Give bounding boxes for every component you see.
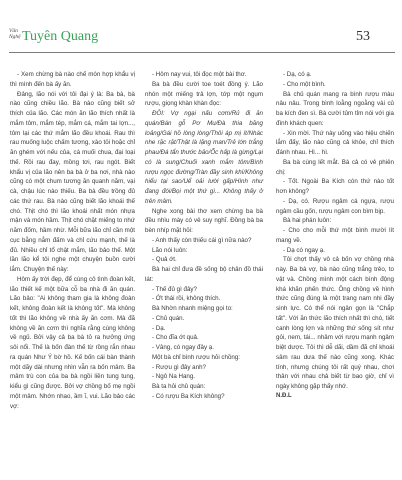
paragraph: - Có rượu Ba Kích không? (152, 392, 225, 400)
paragraph: - Cho cho mỗi thứ một bình mười lít mang về. (276, 227, 394, 244)
logo-van: Văn (9, 28, 18, 34)
logo-title: Tuyên Quang (22, 29, 99, 44)
paragraph: - Ớt thái rồi, không thích. (152, 295, 221, 303)
paragraph: - Hôm nay vui, tôi đọc một bài thơ. (152, 71, 247, 78)
poem-paragraph: ĐÔI: Vợ ngại nấu cơm/Rủ đi ăn quán/Bán gỗ Pơ Mu/Đà thia băng loảng/Gái hồ lòng lòng/Thôi áp mị ít/Nhác nhe rặc rặt/Thật là lặng man/Trẻ lớn trắng phau/Đá tẩn thước bảo/Ốc hấp là gừng/Lại có là sung/Chuối xanh mắm tôm/Bình rượu ngọc đường/Tràn đầy sinh khí/Không hiểu tại sao/Uể oải lười gấp/Hình như đang đói/Bọi một thứ gì... Không thấy ở trên mâm. (145, 110, 263, 205)
paragraph: Bà ta hỏi chủ quán: (152, 383, 206, 390)
column-1 (10, 70, 135, 411)
paragraph: - Xem chừng bà nào chế món hợp khẩu vị thì mình đến bà ấy ăn. (10, 71, 135, 88)
paragraph: - Dạ có ngay ạ. (283, 246, 325, 254)
page-header (0, 0, 402, 48)
paragraph: - Thế đủ gì đây? (152, 285, 197, 293)
paragraph: Nghe xong bài thơ xem chừng ba bà đều nhìu mày có vẻ suy nghĩ. Đồng bà ba bèn nhíp mặt hỏi: (145, 207, 263, 234)
paragraph: - Quả ớt. (152, 256, 177, 264)
paragraph: Bà Nhờn nhanh miệng gọi to: (152, 305, 233, 312)
paragraph: Bà hai chỉ đưa đề sống bộ chân đồ thái lát: (145, 266, 263, 283)
paragraph: - Tốt. Ngoài Ba Kích còn thứ nào tốt hơn không? (276, 178, 394, 195)
logo-nghe: Nghệ (9, 34, 21, 40)
paragraph: Ba bà cùng lết mắt. Bà cả có vẻ phiên chị: (276, 158, 394, 176)
paragraph: - Chủ quán. (152, 314, 185, 322)
author-signature: N.Đ.L (276, 392, 292, 399)
paragraph: - Rượu gì đây anh? (152, 363, 206, 371)
paragraph: - Xin mời. Thứ này uống vào hiệu chiến lắm đấy, lão nào cũng cả khỏe, chỉ thích đánh nhau. Hì... hì. (276, 129, 394, 156)
paragraph: - Ngô Na Hang. (152, 373, 195, 381)
paragraph: Đảng, lão nói với tôi đại ý là: Ba bà, bà nào cũng chiều lão. Bà nào cũng biết sở thích của lão. Các món ăn lão thích nhất là mắm tôm, mắm tép, mắm cá, mắm tai lợn..., tôm lại các thứ mắm lão đều khoái. Rau thì rau muống luộc chấm tương, xào tỏi hoặc chỉ ăn ghém với nếu của, cá muối chua, đại loại thế. Rồi rau đay, mồng tơi, rau ngót. Biết khẩu vị của lão nên ba bà ở ba nơi, nhà nào cũng có một chum tương ăn quanh năm, vại cà, chậu lúc nào thiếu. Ba bà đều trồng đủ các thứ rau. Bà nào cũng biết lão khoái thế chó. Thịt chó thì lão khoái nhất món nhựa mận và món hầm. Thịt chó chặt miếng to nhứ năm đốm, hầm nhừ. Mỗi bữa lão chỉ cần một cục bằng nắm đấm và chỉ cứu mạnh, thế là đủ. Nhiều chỉ tổ chật mắm, lão bảo thế. Một lần lão kể tôi nghe một chuyện buồn cười lắm. Chuyện thế này: (10, 90, 135, 273)
paragraph: - Dạ. (152, 324, 166, 332)
paragraph: Lão nói luôn: (152, 246, 188, 254)
paragraph: Ba bà đều cười toe toét đồng ý. Lão nhón một miếng trả lợn, tớp một ngụm rượu, giọng khàn khàn đọc: (145, 80, 263, 108)
paragraph: - Anh thấy còn thiếu cái gì nữa nào? (152, 236, 252, 244)
paragraph: - Cho một bình. (283, 80, 326, 88)
paragraph: - Dạ, có ạ. (283, 71, 312, 78)
header-rule (9, 52, 395, 53)
paragraph: - Cho đĩa ớt quả. (152, 334, 199, 342)
paragraph: Hôm ấy trời đẹp, để cùng cô tình đoàn kết, lão thiết kế một bữa cỗ ba nhà đi ăn quán. Lão bảo: "Ai không tham gia là không đoàn kết, không đoàn kết là không tốt". Mà không tốt thì lão không về nhà ấy ăn cơm. Mà đã không về ăn cơm thì nghĩa rằng cùng không về ngủ. Bởi vậy cả ba bà tỏ ra hưởng ứng sôi nổi. Thế là bốn đàn thế từ rồng rắn nhau ra quán Như Ý bờ hồ. Kế bốn cái bàn thành một dãy dài nhưng nhìn vẫn ra bốn mâm. Ba mâm trù con của ba bà ngồi liền tung tung, kiểu gì cũng được. Bởi vợ chồng bố mẹ ngồi một mâm. Nhớn nhao, ầm ĩ, vui. Lão bảo các vợ: (10, 275, 135, 410)
column-2 (145, 70, 263, 402)
paragraph: - Vâng, có ngay đây ạ. (152, 344, 214, 351)
page-number: 53 (356, 29, 370, 44)
paragraph: - Dạ, có. Rượu ngâm cá ngựa, rượu ngâm cầu gốn, rượu ngâm con bìm bịp. (276, 197, 394, 215)
column-3 (276, 70, 394, 402)
paragraph: Tôi chợt thấy vô cả bốn vợ chồng nhà này. Ba bà vợ, bà nào cũng trắng trẻo, to vật và. Chồng mình một cách bình động khá khăn phến thức. Ông chồng về hình thức cũng đúng là một trang nam nhi đầy sinh lực. Có thể nói ngân gọn là "Chắp tất". Với ăn thức lão thích nhất thì chó, tiết canh lòng lợn và những thứ sống sít như gỏi, nem, tái... nhâm với rượu mạnh ngâm biệt dược. Tôi thì dễ dãi, dầm đã chỉ khoái sâm rau dưa thế nào cũng xong. Khác tính, nhưng chúng tôi rất quý nhau, chơi thân với nhau chả biết từ bao giờ, chỉ vì ngày không gặp thấy nhớ. (276, 256, 394, 390)
magazine-logo (9, 29, 129, 49)
paragraph: Bà hai phán luôn: (283, 217, 332, 225)
paragraph: Một bà chỉ bình rượu hỏi chồng: (152, 353, 240, 361)
paragraph: Bà chủ quán mang ra bình rượu màu nâu nâu. Trong bình loằng ngoằng vài củ ba kích đen sì. Bà cười tủm tỉm nói với gia đình khách quen: (276, 90, 394, 127)
